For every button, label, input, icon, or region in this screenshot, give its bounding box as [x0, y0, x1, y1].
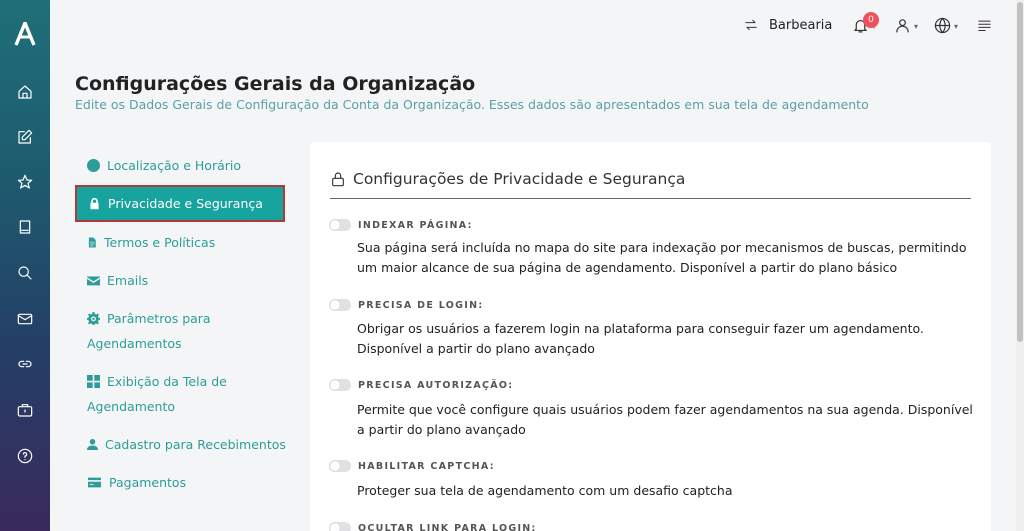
- menu-item-label: Cadastro para Recebimentos: [105, 437, 286, 452]
- menu-item-display[interactable]: [87, 369, 247, 419]
- option-require-authorization: [329, 379, 513, 391]
- hide-login-link-toggle[interactable]: [329, 522, 351, 531]
- lock-icon: [330, 171, 346, 187]
- menu-icon: [977, 18, 992, 33]
- app-logo[interactable]: [13, 22, 37, 46]
- menu-toggle-button[interactable]: [977, 14, 992, 36]
- divider: [330, 198, 971, 199]
- menu-item-payments[interactable]: [87, 470, 277, 495]
- top-bar: [50, 0, 1016, 50]
- home-icon: [17, 84, 33, 100]
- rail-briefcase[interactable]: [0, 395, 50, 425]
- rail-search[interactable]: [0, 258, 50, 288]
- page-scrollbar[interactable]: [1016, 0, 1024, 531]
- org-switcher[interactable]: [744, 14, 832, 36]
- rail-star[interactable]: [0, 167, 50, 197]
- briefcase-icon: [17, 402, 33, 418]
- user-icon: [894, 17, 911, 34]
- rail-home[interactable]: [0, 77, 50, 107]
- menu-item-label: Termos e Políticas: [104, 235, 216, 250]
- chevron-down-icon: ▾: [954, 22, 959, 31]
- card-title: [330, 170, 685, 188]
- option-label: INDEXAR PÁGINA:: [358, 219, 473, 231]
- card-title-text: Configurações de Privacidade e Segurança: [353, 170, 686, 188]
- rail-book[interactable]: [0, 212, 50, 242]
- require-authorization-toggle[interactable]: [329, 379, 351, 391]
- globe-icon: [934, 17, 951, 34]
- option-description: Obrigar os usuários a fazerem login na plataforma para conseguir fazer um agendamento. Disponível a partir do plano avançado: [357, 321, 924, 356]
- page-title: Configurações Gerais da Organização: [75, 73, 476, 95]
- globe-icon: [87, 159, 100, 172]
- menu-item-label: Privacidade e Segurança: [108, 196, 263, 211]
- help-icon: [17, 448, 33, 464]
- mail-icon: [17, 311, 33, 327]
- option-label: PRECISA AUTORIZAÇÃO:: [358, 379, 514, 391]
- option-require-login: [329, 299, 483, 311]
- rail-edit[interactable]: [0, 122, 50, 152]
- swap-icon: [744, 18, 758, 32]
- user-menu-button[interactable]: [894, 14, 918, 36]
- menu-item-privacy[interactable]: [75, 185, 285, 222]
- gear-icon: [87, 312, 100, 325]
- option-index-page: [329, 219, 473, 231]
- rail-link[interactable]: [0, 349, 50, 379]
- book-icon: [17, 219, 33, 235]
- notifications-button[interactable]: [852, 14, 876, 36]
- menu-item-label: Exibição da Tela de Agendamento: [87, 374, 227, 414]
- side-rail: [0, 0, 50, 531]
- rail-mail[interactable]: [0, 304, 50, 334]
- require-login-toggle[interactable]: [329, 299, 351, 311]
- notification-badge: 0: [863, 12, 879, 28]
- edit-icon: [17, 129, 33, 145]
- user-icon: [87, 438, 98, 451]
- credit-card-icon: [87, 476, 102, 489]
- grid-icon: [87, 375, 100, 388]
- rail-help[interactable]: [0, 441, 50, 471]
- option-label: OCULTAR LINK PARA LOGIN:: [358, 522, 537, 531]
- star-icon: [17, 174, 33, 190]
- menu-item-location[interactable]: [87, 153, 277, 178]
- menu-item-scheduling-params[interactable]: [87, 306, 237, 356]
- option-description: Sua página será incluída no mapa do site para indexação por mecanismos de buscas, permitindo um maior alcance de sua página de agendamento. Disponível a partir do plano básico: [357, 240, 967, 275]
- scrollbar-thumb[interactable]: [1017, 2, 1023, 342]
- option-enable-captcha: [329, 460, 495, 472]
- index-page-toggle[interactable]: [329, 219, 351, 231]
- search-icon: [17, 265, 33, 281]
- option-label: PRECISA DE LOGIN:: [358, 299, 484, 311]
- option-description: Proteger sua tela de agendamento com um desafio captcha: [357, 483, 733, 498]
- menu-item-label: Emails: [107, 273, 149, 288]
- option-description: Permite que você configure quais usuários podem fazer agendamentos na sua agenda. Disponível a partir do plano avançado: [357, 402, 973, 437]
- menu-item-label: Parâmetros para Agendamentos: [87, 311, 211, 351]
- menu-item-emails[interactable]: [87, 268, 277, 293]
- menu-item-terms[interactable]: [87, 230, 277, 255]
- option-hide-login-link: [329, 522, 537, 531]
- menu-item-label: Localização e Horário: [107, 158, 242, 173]
- chevron-down-icon: ▾: [914, 22, 919, 31]
- lock-icon: [88, 197, 101, 210]
- file-icon: [87, 236, 97, 249]
- option-label: HABILITAR CAPTCHA:: [358, 460, 495, 472]
- enable-captcha-toggle[interactable]: [329, 460, 351, 472]
- menu-item-payout-register[interactable]: [87, 432, 287, 457]
- privacy-settings-card: [310, 142, 991, 531]
- link-icon: [17, 356, 33, 372]
- menu-item-label: Pagamentos: [109, 475, 187, 490]
- envelope-icon: [87, 274, 100, 287]
- page-subtitle: Edite os Dados Gerais de Configuração da Conta da Organização. Esses dados são apresentados em sua tela de agendamento: [75, 97, 869, 112]
- language-button[interactable]: [934, 14, 958, 36]
- org-name: Barbearia: [769, 17, 833, 33]
